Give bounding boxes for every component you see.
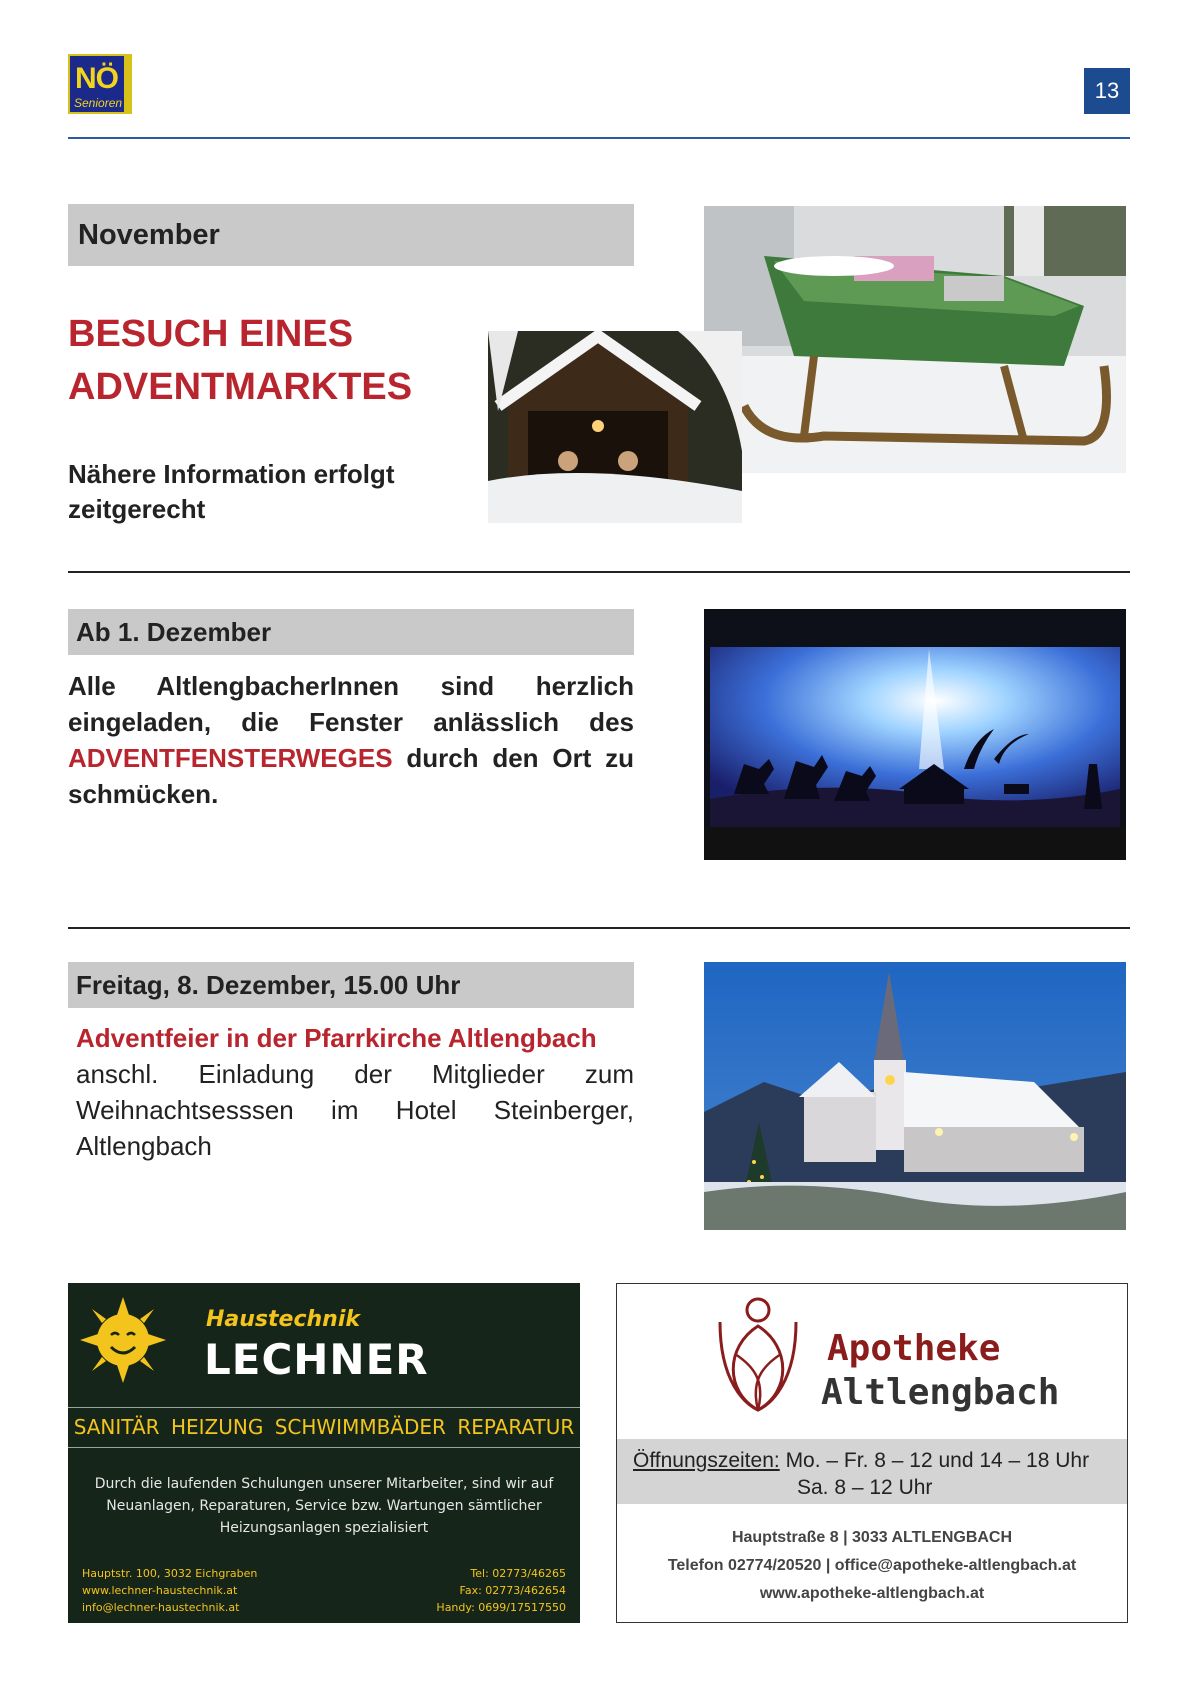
lechner-handy: Handy: 0699/17517550: [436, 1601, 566, 1614]
logo-subtext: Senioren: [74, 96, 123, 110]
date-label-1: Ab 1. Dezember: [76, 616, 272, 647]
date-bar-1: [68, 609, 634, 655]
lechner-desc-line: Neuanlagen, Reparaturen, Service bzw. Wartungen sämtlicher: [106, 1498, 542, 1514]
apotheke-phone-email: Telefon 02774/20520 | office@apotheke-altlengbach.at: [667, 1557, 1077, 1574]
date-bar-2: [68, 962, 634, 1008]
lechner-divider-bottom: [68, 1447, 580, 1448]
event-title-line1: BESUCH EINES: [68, 313, 354, 355]
apotheke-address: Hauptstraße 8 | 3033 ALTLENGBACH: [731, 1529, 1013, 1546]
lechner-fax: Fax: 02773/462654: [459, 1584, 566, 1597]
apotheke-hours-weekday: Mo. – Fr. 8 – 12 und 14 – 18 Uhr: [785, 1449, 1090, 1472]
lechner-desc-line: Heizungsanlagen spezialisiert: [219, 1520, 429, 1536]
apotheke-name-line2: Altlengbach: [821, 1372, 1060, 1413]
date-label-2: Freitag, 8. Dezember, 15.00 Uhr: [76, 969, 461, 1000]
apotheke-hours-box: [617, 1439, 1127, 1504]
lechner-email: info@lechner-haustechnik.at: [82, 1601, 240, 1614]
apotheke-web: www.apotheke-altlengbach.at: [759, 1585, 985, 1602]
lechner-divider-top: [68, 1407, 580, 1408]
lechner-tel: Tel: 02773/46265: [470, 1567, 566, 1580]
apotheke-contact: [617, 1524, 1127, 1608]
sleigh-photo: [704, 206, 1126, 473]
lechner-contact-right: [436, 1565, 566, 1616]
church-winter-photo: [704, 962, 1126, 1230]
lechner-services: [68, 1415, 580, 1439]
adventfenster-text-start: Alle AltlengbacherInnen sind herzlich eingeladen, die Fenster anlässlich des: [68, 671, 634, 737]
adventfenster-highlight: ADVENTFENSTERWEGES: [68, 743, 393, 773]
apotheke-ad: [616, 1283, 1128, 1623]
lechner-brand-name: LECHNER: [204, 1335, 429, 1384]
nativity-snow-photo: [488, 331, 742, 523]
apotheke-logo-icon: [715, 1292, 801, 1416]
sun-logo-icon: [78, 1295, 168, 1385]
event-info-line2: zeitgerecht: [68, 494, 206, 524]
event-title-line2: ADVENTMARKTES: [68, 366, 413, 408]
apotheke-hours-row1: [633, 1449, 1089, 1473]
page-number: 13: [1084, 68, 1130, 114]
section-divider-2: [68, 927, 1130, 929]
apotheke-hours-saturday: Sa. 8 – 12 Uhr: [797, 1476, 933, 1499]
lechner-service-item: SANITÄR: [73, 1415, 160, 1439]
adventfenster-text: [68, 668, 634, 812]
lechner-brand-top: Haustechnik: [206, 1307, 360, 1332]
advent-window-photo: [704, 609, 1126, 860]
lechner-ad: [68, 1283, 580, 1623]
section-divider-1: [68, 571, 1130, 573]
adventfeier-text: [76, 1020, 634, 1164]
apotheke-name-line1: Apotheke: [827, 1328, 1001, 1369]
apotheke-hours-label: Öffnungszeiten:: [633, 1449, 780, 1472]
header-divider: [68, 137, 1130, 139]
month-label: November: [78, 218, 220, 251]
event-info-line1: Nähere Information erfolgt: [68, 459, 395, 489]
logo-stripe: [124, 56, 130, 112]
event-info: [68, 457, 488, 527]
lechner-service-item: SCHWIMMBÄDER: [274, 1415, 446, 1439]
adventfeier-details: anschl. Einladung der Mitglieder zum Weihnachtsesssen im Hotel Steinberger, Altlengbach: [76, 1059, 634, 1161]
adventfenster-text-end: durch den Ort zu schmücken.: [68, 743, 634, 809]
senioren-logo: [68, 54, 132, 114]
lechner-address: Hauptstr. 100, 3032 Eichgraben: [82, 1567, 258, 1580]
month-bar: [68, 204, 634, 266]
adventfeier-highlight: Adventfeier in der Pfarrkirche Altlengbach: [76, 1023, 597, 1053]
lechner-contact-left: [82, 1565, 257, 1616]
lechner-service-item: REPARATUR: [457, 1415, 575, 1439]
lechner-web: www.lechner-haustechnik.at: [82, 1584, 238, 1597]
logo-text: NÖ: [75, 62, 118, 95]
event-title: [68, 308, 488, 414]
lechner-description: [68, 1473, 580, 1539]
lechner-desc-line: Durch die laufenden Schulungen unserer Mitarbeiter, sind wir auf: [94, 1476, 554, 1492]
lechner-service-item: HEIZUNG: [170, 1415, 264, 1439]
